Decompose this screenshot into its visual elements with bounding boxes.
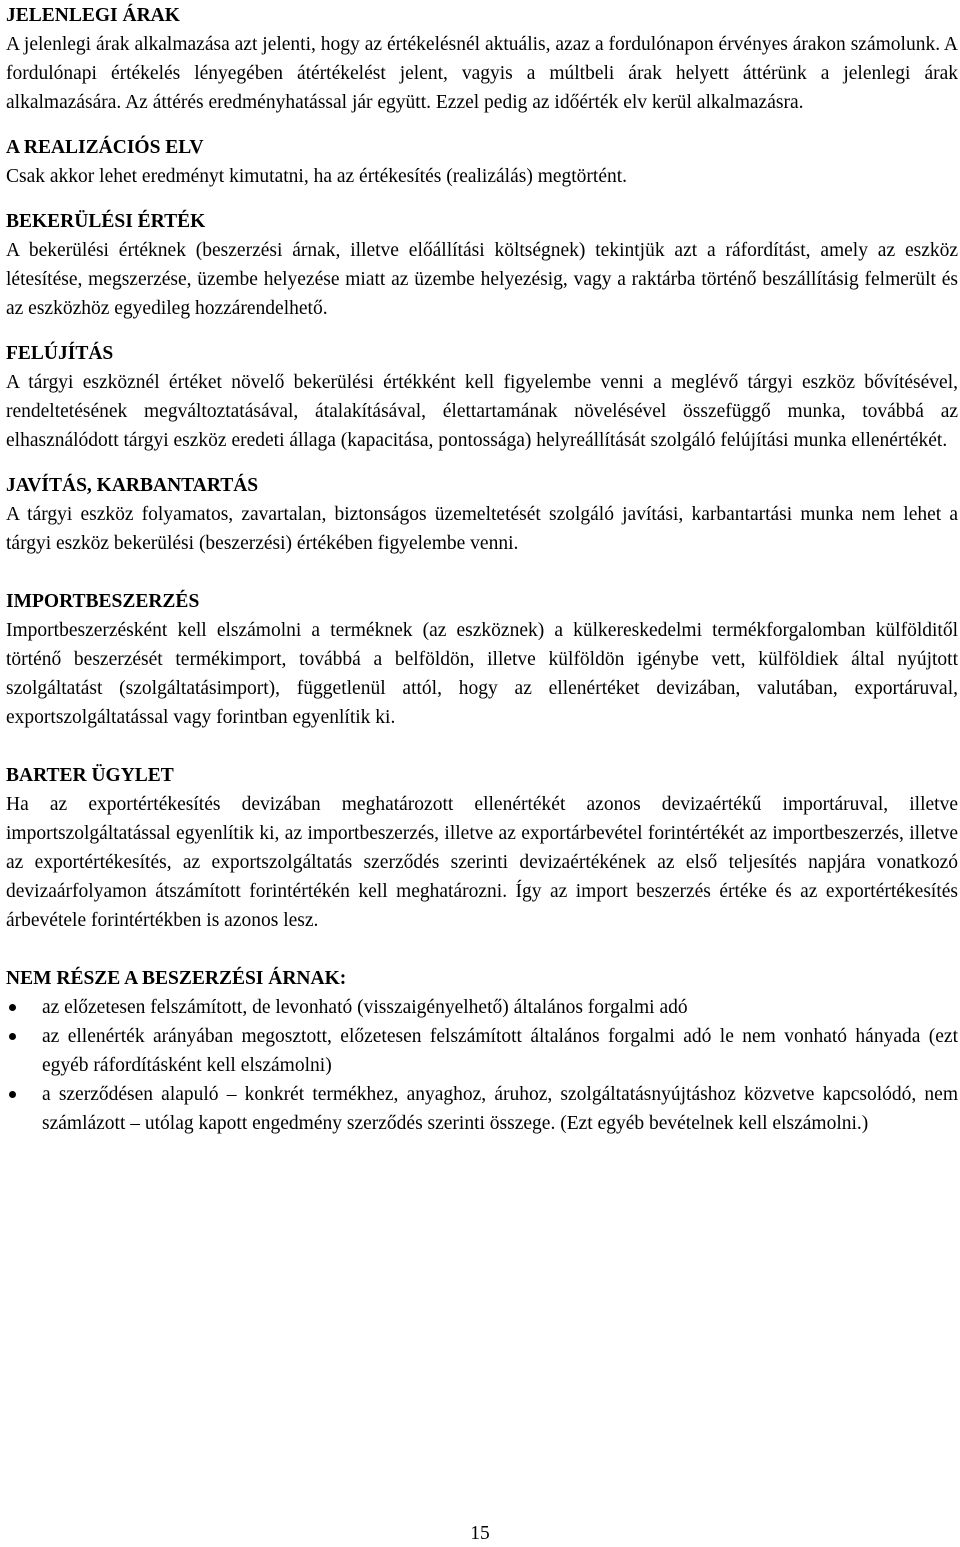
section-realizacios-elv (6, 134, 958, 191)
section-paragraph: Importbeszerzésként kell elszámolni a terméknek (az eszköznek) a külkereskedelmi termékforgalomban külfölditől történő beszerzését termékimport, továbbá a belföldön, illetve külföldön igénybe vett, külföldiek által nyújtott szolgáltatást (szolgáltatásimport), függetlenül attól, hogy az ellenértéket devizában, valutában, exportáruval, exportszolgáltatással vagy forintban egyenlítik ki. (6, 620, 958, 728)
exclusion-list (6, 993, 958, 1138)
section-paragraph: Ha az exportértékesítés devizában meghatározott ellenértékét azonos devizaértékű importáruval, illetve importszolgáltatással egyenlítik ki, az importbeszerzés, illetve az exportárbevétel forintértékét az importbeszerzés, illetve az exportértékesítés, az exportszolgáltatás szerződés szerinti devizaértékének az első teljesítés napjára vonatkozó devizaárfolyamon átszámított forintértékén kell meghatározni. Így az import beszerzés értéke és az exportértékesítés árbevétele forintértékben is azonos lesz. (6, 794, 958, 931)
section-importbeszerzes (6, 588, 958, 732)
section-heading: NEM RÉSZE A BESZERZÉSI ÁRNAK: (6, 968, 347, 989)
section-paragraph: Csak akkor lehet eredményt kimutatni, ha az értékesítés (realizálás) megtörtént. (6, 166, 628, 187)
page-content (6, 2, 958, 1138)
list-item (6, 1080, 958, 1138)
section-heading: IMPORTBESZERZÉS (6, 591, 200, 612)
section-nem-resze-a-beszerzesi-arnak (6, 965, 958, 1138)
section-barter-ugylet (6, 762, 958, 935)
section-javitas-karbantartas (6, 472, 958, 558)
page-number: 15 (470, 1523, 490, 1544)
section-paragraph: A tárgyi eszköz folyamatos, zavartalan, biztonságos üzemeltetését szolgáló javítási, karbantartási munka nem lehet a tárgyi eszköz bekerülési (beszerzési) értékében figyelembe venni. (6, 504, 958, 554)
section-heading: FELÚJÍTÁS (6, 343, 114, 364)
section-paragraph: A bekerülési értéknek (beszerzési árnak, illetve előállítási költségnek) tekintjük azt a ráfordítást, amely az eszköz létesítése, megszerzése, üzembe helyezése miatt az üzembe helyezésig, vagy a raktárba történő beszállításig felmerült és az eszközhöz egyedileg hozzárendelhető. (6, 240, 958, 319)
section-bekerulesi-ertek (6, 208, 958, 323)
list-item (6, 993, 958, 1022)
list-item-text: az ellenérték arányában megosztott, előzetesen felszámított általános forgalmi adó le nem vonható hányada (ezt egyéb ráfordításként kell elszámolni) (42, 1026, 958, 1076)
section-felujitas (6, 340, 958, 455)
section-heading: BEKERÜLÉSI ÉRTÉK (6, 211, 206, 232)
section-heading: BARTER ÜGYLET (6, 765, 174, 786)
section-paragraph: A tárgyi eszköznél értéket növelő bekerülési értékként kell figyelembe venni a meglévő tárgyi eszköz bővítésével, rendeltetésének megváltoztatásával, átalakításával, élettartamának növelésével összefüggő munka, továbbá az elhasználódott tárgyi eszköz eredeti állaga (kapacitása, pontossága) helyreállítását szolgáló felújítási munka ellenértékét. (6, 372, 958, 451)
section-jelenlegi-arak (6, 2, 958, 117)
list-item-text: a szerződésen alapuló – konkrét termékhez, anyaghoz, áruhoz, szolgáltatásnyújtáshoz közvetve kapcsolódó, nem számlázott – utólag kapott engedmény szerződés szerinti összege. (Ezt egyéb bevételnek kell elszámolni.) (42, 1084, 958, 1134)
list-item (6, 1022, 958, 1080)
section-heading: A REALIZÁCIÓS ELV (6, 137, 204, 158)
list-item-text: az előzetesen felszámított, de levonható (visszaigényelhető) általános forgalmi adó (42, 997, 688, 1018)
section-heading: JELENLEGI ÁRAK (6, 5, 180, 26)
section-paragraph: A jelenlegi árak alkalmazása azt jelenti, hogy az értékelésnél aktuális, azaz a fordulónapon érvényes árakon számolunk. A fordulónapi értékelés lényegében átértékelést jelent, vagyis a múltbeli árak helyett áttérünk a jelenlegi árak alkalmazására. Az áttérés eredményhatással jár együtt. Ezzel pedig az időérték elv kerül alkalmazásra. (6, 34, 958, 113)
section-heading: JAVÍTÁS, KARBANTARTÁS (6, 475, 259, 496)
